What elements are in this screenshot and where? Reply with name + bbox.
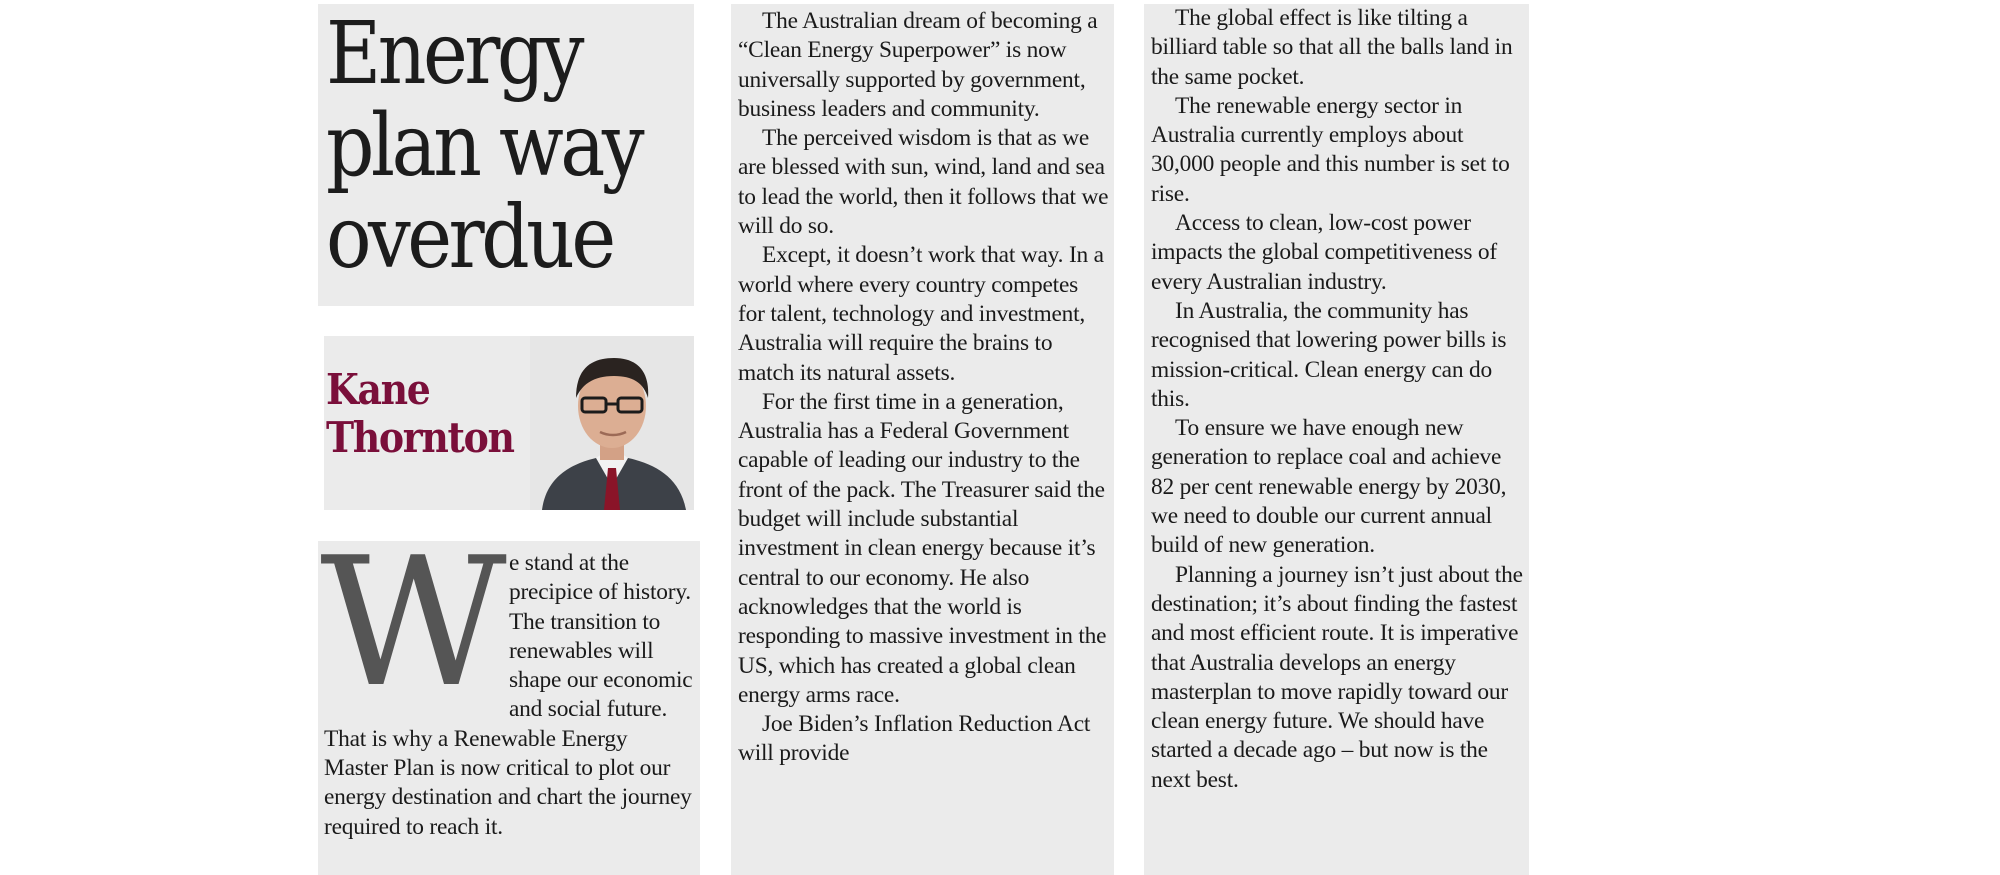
article-column-2 <box>731 4 1114 875</box>
byline-panel <box>324 336 694 510</box>
column-3-text <box>1151 4 1527 795</box>
article-column-1 <box>318 541 700 875</box>
portrait-drawing <box>530 336 694 510</box>
column-2-text <box>738 7 1110 769</box>
paragraph: The Australian dream of becoming a “Clean Energy Superpower” is now universally supported by government, business leaders and community. <box>738 8 1098 122</box>
paragraph: Access to clean, low-cost power impacts the global competitiveness of every Australian industry. <box>1151 210 1497 295</box>
paragraph: The global effect is like tilting a billiard table so that all the balls land in the same pocket. <box>1151 5 1513 90</box>
headline-panel <box>318 4 694 306</box>
lead-paragraph: e stand at the precipice of history. The transition to renewables will shape our economic and social future. That is why a Renewable Energy Master Plan is now critical to plot our energy destination and chart the journey required to reach it. <box>324 550 693 840</box>
paragraph: For the first time in a generation, Australia has a Federal Government capable of leading our industry to the front of the pack. The Treasurer said the budget will include substantial investment in clean energy because it’s central to our economy. He also acknowledges that the world is responding to massive investment in the US, which has created a global clean energy arms race. <box>738 388 1107 708</box>
headline-line-2: plan way <box>326 96 642 196</box>
paragraph: To ensure we have enough new generation to replace coal and achieve 82 per cent renewable energy by 2030, we need to double our current annual build of new generation. <box>1151 415 1507 559</box>
paragraph: In Australia, the community has recognised that lowering power bills is mission-critical. Clean energy can do this. <box>1151 297 1507 412</box>
dropcap: W <box>320 541 507 726</box>
author-first-name: Kane <box>326 365 430 414</box>
headline-line-3: overdue <box>326 188 613 288</box>
author-name <box>326 366 514 462</box>
article-column-3 <box>1144 4 1529 875</box>
paragraph: The renewable energy sector in Australia currently employs about 30,000 people and this number is set to rise. <box>1151 92 1510 207</box>
headline <box>326 4 642 288</box>
paragraph: Except, it doesn’t work that way. In a world where every country competes for talent, technology and investment, Australia will require the brains to match its natural assets. <box>738 242 1104 386</box>
paragraph: Joe Biden’s Inflation Reduction Act will provide <box>738 711 1091 767</box>
column-1-text <box>320 541 696 842</box>
paragraph: Planning a journey isn’t just about the destination; it’s about finding the fastest and most efficient route. It is imperative that Australia develops an energy masterplan to move rapidly toward our clean energy future. We should have started a decade ago – but now is the next best. <box>1151 561 1523 793</box>
headline-line-1: Energy <box>326 4 582 104</box>
author-last-name: Thornton <box>326 413 514 462</box>
author-portrait-icon <box>530 336 694 510</box>
paragraph: The perceived wisdom is that as we are blessed with sun, wind, land and sea to lead the world, then it follows that we will do so. <box>738 125 1109 240</box>
